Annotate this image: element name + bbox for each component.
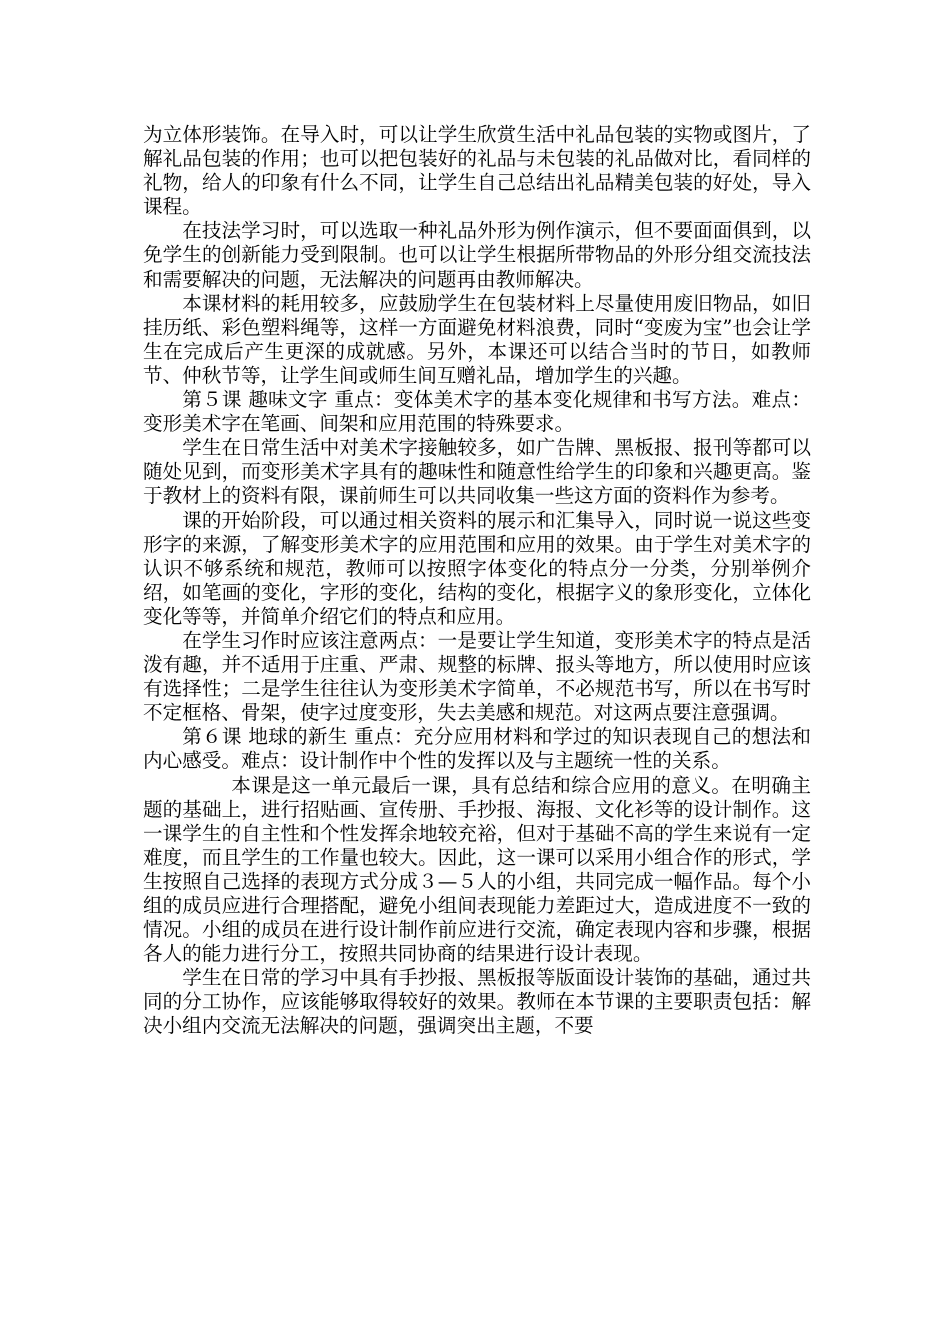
paragraph-lesson-5-opening: 课的开始阶段，可以通过相关资料的展示和汇集导入，同时说一说这些变形字的来源，了解变形美术字的应用范围和应用的效果。由于学生对美术字的认识不够系统和规范，教师可以按照字体变化的特点分一分类，分别举例介绍，如笔画的变化，字形的变化，结构的变化，根据字义的象形变化，立体化变化等等，并简单介绍它们的特点和应用。	[143, 508, 811, 628]
paragraph-lesson-6-heading: 第６课 地球的新生 重点：充分应用材料和学过的知识表现自己的想法和内心感受。难点：设计制作中个性的发挥以及与主题统一性的关系。	[143, 725, 811, 773]
paragraph-materials: 本课材料的耗用较多，应鼓励学生在包装材料上尽量使用废旧物品，如旧挂历纸、彩色塑料绳等，这样一方面避免材料浪费，同时“变废为宝”也会让学生在完成后产生更深的成就感。另外，本课还可以结合当时的节日，如教师节、仲秋节等，让学生间或师生间互赠礼品，增加学生的兴趣。	[143, 291, 811, 387]
paragraph-lesson-6-teacher-role: 学生在日常的学习中具有手抄报、黑板报等版面设计装饰的基础，通过共同的分工协作，应该能够取得较好的效果。教师在本节课的主要职责包括：解决小组内交流无法解决的问题，强调突出主题，不要	[143, 966, 811, 1038]
document-body	[143, 123, 811, 1039]
paragraph-gift-intro: 为立体形装饰。在导入时，可以让学生欣赏生活中礼品包装的实物或图片，了解礼品包装的作用；也可以把包装好的礼品与未包装的礼品做对比，看同样的礼物，给人的印象有什么不同，让学生自己总结出礼品精美包装的好处，导入课程。	[143, 123, 811, 219]
paragraph-lesson-5-heading: 第５课 趣味文字 重点：变体美术字的基本变化规律和书写方法。难点：变形美术字在笔画、间架和应用范围的特殊要求。	[143, 388, 811, 436]
paragraph-lesson-5-background: 学生在日常生活中对美术字接触较多，如广告牌、黑板报、报刊等都可以随处见到，而变形美术字具有的趣味性和随意性给学生的印象和兴趣更高。鉴于教材上的资料有限，课前师生可以共同收集一些这方面的资料作为参考。	[143, 436, 811, 508]
paragraph-lesson-5-practice: 在学生习作时应该注意两点：一是要让学生知道，变形美术字的特点是活泼有趣，并不适用于庄重、严肃、规整的标牌、报头等地方，所以使用时应该有选择性；二是学生往往认为变形美术字简单，不必规范书写，所以在书写时不定框格、骨架，使字过度变形，失去美感和规范。对这两点要注意强调。	[143, 628, 811, 725]
paragraph-technique: 在技法学习时，可以选取一种礼品外形为例作演示，但不要面面俱到，以免学生的创新能力受到限制。也可以让学生根据所带物品的外形分组交流技法和需要解决的问题，无法解决的问题再由教师解决。	[143, 219, 811, 291]
paragraph-lesson-6-summary: 本课是这一单元最后一课，具有总结和综合应用的意义。在明确主题的基础上，进行招贴画、宣传册、手抄报、海报、文化衫等的设计制作。这一课学生的自主性和个性发挥余地较充裕，但对于基础不高的学生来说有一定难度，而且学生的工作量也较大。因此，这一课可以采用小组合作的形式，学生按照自己选择的表现方式分成３—５人的小组，共同完成一幅作品。每个小组的成员应进行合理搭配，避免小组间表现能力差距过大，造成进度不一致的情况。小组的成员在进行设计制作前应进行交流，确定表现内容和步骤，根据各人的能力进行分工，按照共同协商的结果进行设计表现。	[143, 773, 811, 966]
